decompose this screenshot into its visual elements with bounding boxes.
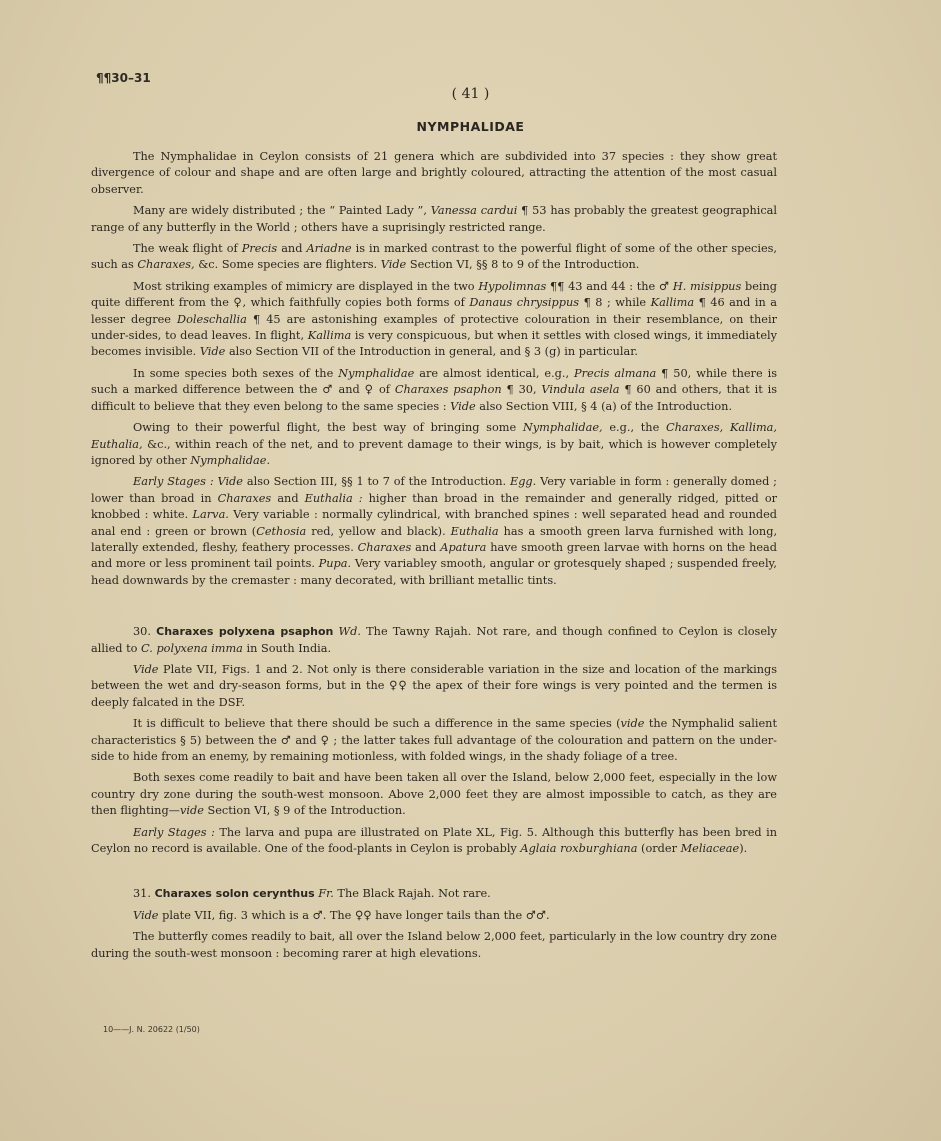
species-31-heading: 31. Charaxes solon cerynthus Fr. The Black Rajah. Not rare. (133, 887, 491, 901)
species-31-paragraph-2: The butterfly comes readily to bait, all over the Island below 2,000 feet, particularly in the low country dry zone during the south-west monsoon : becoming rarer at high elevations. (91, 930, 777, 960)
species-30-paragraph-1: Vide Plate VII, Figs. 1 and 2. Not only is there considerable variation in the size and location of the markings between the wet and dry-season forms, but in the ♀♀ the apex of their fore wings is very pointed and the termen is deeply falcated in the DSF. (91, 662, 778, 709)
paragraph-reference: ¶¶30–31 (96, 71, 151, 85)
species-30-name: Charaxes polyxena psaphon (156, 625, 334, 639)
early-stages-paragraph: Early Stages : Vide also Section III, §§ 1 to 7 of the Introduction. Egg. Very variable in form : generally domed ; lower than broad in Charaxes and Euthalia : higher than broad in the remainder and generally ridged, pitted or knobbed : white. Larva. Very variable : normally cylindrical, with branched spines : well separated head and rounded anal end : green or brown (Cethosia red, yellow and black). Euthalia has a smooth green larva furnished with long, laterally extended, fleshy, feathery processes. Charaxes and Apatura have smooth green larvae with horns on the head and more or less prominent tail points. Pupa. Very variabley smooth, angular or grotesquely shaped ; suspended freely, head downwards by the cremaster : many decorated, with brilliant metallic tints. (91, 475, 778, 587)
intro-paragraph-3: The weak flight of Precis and Ariadne is in marked contrast to the powerful flight of some of the other species, such as Charaxes, &c. Some species are flighters. Vide Section VI, §§ 8 to 9 of the Introduction. (91, 242, 778, 272)
species-30-paragraph-2: It is difficult to believe that there should be such a difference in the same species (vide the Nymphalid salient characteristics § 5) between the ♂ and ♀ ; the latter takes full advantage of the colouration and pattern on the under-side to hide from an enemy, by remaining motionless, with folded wings, in the shady foliage of a tree. (91, 717, 777, 763)
page-body (91, 149, 777, 967)
species-31-name: Charaxes solon cerynthus (154, 887, 315, 901)
intro-paragraph-6: Owing to their powerful flight, the best way of bringing some Nymphalidae, e.g., the Charaxes, Kallima, Euthalia, &c., within reach of the net, and to prevent damage to their wings, is by bait, which is however completely ignored by other Nymphalidae. (91, 421, 778, 467)
intro-paragraph-2: Many are widely distributed ; the “ Painted Lady ”, Vanessa cardui ¶ 53 has probably the greatest geographical range of any butterfly in the World ; others have a suprisingly restricted range. (91, 204, 778, 234)
page-number: ( 41 ) (451, 86, 490, 102)
intro-paragraph-1: The Nymphalidae in Ceylon consists of 21 genera which are subdivided into 37 species : they show great divergence of colour and shape and are often large and brightly coloured, attracting the attention of the most casual observer. (91, 150, 777, 196)
intro-paragraph-5: In some species both sexes of the Nymphalidae are almost identical, e.g., Precis almana ¶ 50, while there is such a marked difference between the ♂ and ♀ of Charaxes psaphon ¶ 30, Vindula asela ¶ 60 and others, that it is difficult to believe that they even belong to the same species : Vide also Section VIII, § 4 (a) of the Introduction. (91, 366, 778, 413)
printer-footer: 10——J. N. 20622 (1/50) (103, 1025, 200, 1034)
intro-paragraph-4: Most striking examples of mimicry are displayed in the two Hypolimnas ¶¶ 43 and 44 : the ♂ H. misippus being quite different from the ♀, which faithfully copies both forms of Danaus chrysippus ¶ 8 ; while Kallima ¶ 46 and in a lesser degree Doleschallia ¶ 45 are astonishing examples of protective colouration in their resemblance, on their under-sides, to dead leaves. In flight, Kallima is very conspicuous, but when it settles with closed wings, it immediately becomes invisible. Vide also Section VII of the Introduction in general, and § 3 (g) in particular. (91, 279, 778, 359)
species-30-paragraph-4: Early Stages : The larva and pupa are illustrated on Plate XL, Fig. 5. Although this butterfly has been bred in Ceylon no record is available. One of the food-plants in Ceylon is probably Aglaia roxburghiana (order Meliaceae). (91, 825, 777, 856)
page-title: NYMPHALIDAE (416, 119, 525, 134)
species-30-paragraph-3: Both sexes come readily to bait and have been taken all over the Island, below 2,000 feet, especially in the low country dry zone during the south-west monsoon. Above 2,000 feet they are almost impossible to catch, as they are then flighting—vide Section VI, § 9 of the Introduction. (91, 771, 777, 818)
species-30-heading: 30. Charaxes polyxena psaphon Wd. The Tawny Rajah. Not rare, and though confined to Ceylon is closely allied to C. polyxena imma in South India. (91, 625, 777, 655)
species-31-paragraph-1: Vide plate VII, fig. 3 which is a ♂. The ♀♀ have longer tails than the ♂♂. (133, 908, 550, 922)
